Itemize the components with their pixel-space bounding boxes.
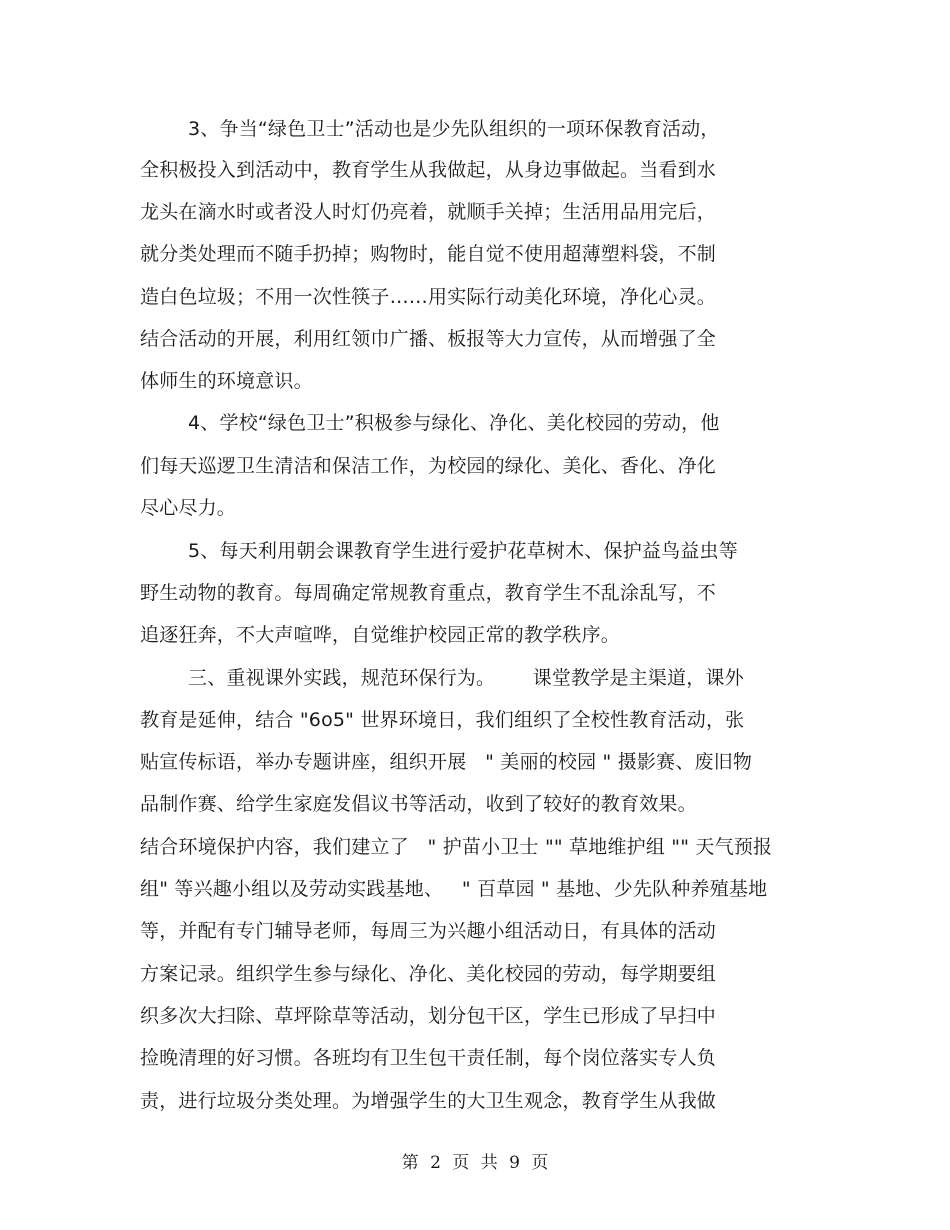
text-line: 责，进行垃圾分类处理。为增强学生的大卫生观念，教育学生从我做 <box>140 1090 717 1112</box>
text-line: 尽心尽力。 <box>140 497 237 519</box>
text-line: 组" 等兴趣小组以及劳动实践基地、 " 百草园 " 基地、少先队种养殖基地 <box>140 878 768 900</box>
section-heading-line: 三、重视课外实践，规范环保行为。 课堂教学是主渠道，课外 <box>188 667 744 689</box>
text-line: 造白色垃圾；不用一次性筷子……用实际行动美化环境，净化心灵。 <box>140 286 717 308</box>
text-line: 织多次大扫除、草坪除草等活动，划分包干区，学生已形成了早扫中 <box>140 1005 717 1027</box>
text-line: 结合环境保护内容，我们建立了 " 护苗小卫士 "" 草地维护组 "" 天气预报 <box>140 836 773 858</box>
text-line: 3、争当“绿色卫士”活动也是少先队组织的一项环保教育活动， <box>188 118 720 140</box>
text-line: 龙头在滴水时或者没人时灯仍亮着，就顺手关掉；生活用品用完后， <box>140 201 717 223</box>
text-line: 全积极投入到活动中，教育学生从我做起，从身边事做起。当看到水 <box>140 159 717 181</box>
text-line: 等，并配有专门辅导老师，每周三为兴趣小组活动日，有具体的活动 <box>140 920 717 942</box>
text-line: 贴宣传标语，举办专题讲座，组织开展 " 美丽的校园 " 摄影赛、废旧物 <box>140 751 753 773</box>
text-line: 4、学校“绿色卫士”积极参与绿化、净化、美化校园的劳动，他 <box>188 412 720 434</box>
text-line: 捡晚清理的好习惯。各班均有卫生包干责任制，每个岗位落实专人负 <box>140 1047 717 1069</box>
text-line: 教育是延伸，结合 "6o5" 世界环境日，我们组织了全校性教育活动，张 <box>140 709 745 731</box>
text-line: 体师生的环境意识。 <box>140 370 313 392</box>
text-line: 方案记录。组织学生参与绿化、净化、美化校园的劳动，每学期要组 <box>140 963 717 985</box>
text-line: 结合活动的开展，利用红领巾广播、板报等大力宣传，从而增强了全 <box>140 328 717 350</box>
text-line: 品制作赛、给学生家庭发倡议书等活动，收到了较好的教育效果。 <box>140 793 697 815</box>
page-number-footer: 第 2 页 共 9 页 <box>401 1153 549 1173</box>
text-line: 追逐狂奔，不大声喧哗，自觉维护校园正常的教学秩序。 <box>140 624 621 646</box>
text-line: 就分类处理而不随手扔掉；购物时，能自觉不使用超薄塑料袋，不制 <box>140 243 717 265</box>
text-line: 野生动物的教育。每周确定常规教育重点，教育学生不乱涂乱写，不 <box>140 582 717 604</box>
text-line: 们每天巡逻卫生清洁和保洁工作，为校园的绿化、美化、香化、净化 <box>140 455 717 477</box>
text-line: 5、每天利用朝会课教育学生进行爱护花草树木、保护益鸟益虫等 <box>188 540 738 562</box>
